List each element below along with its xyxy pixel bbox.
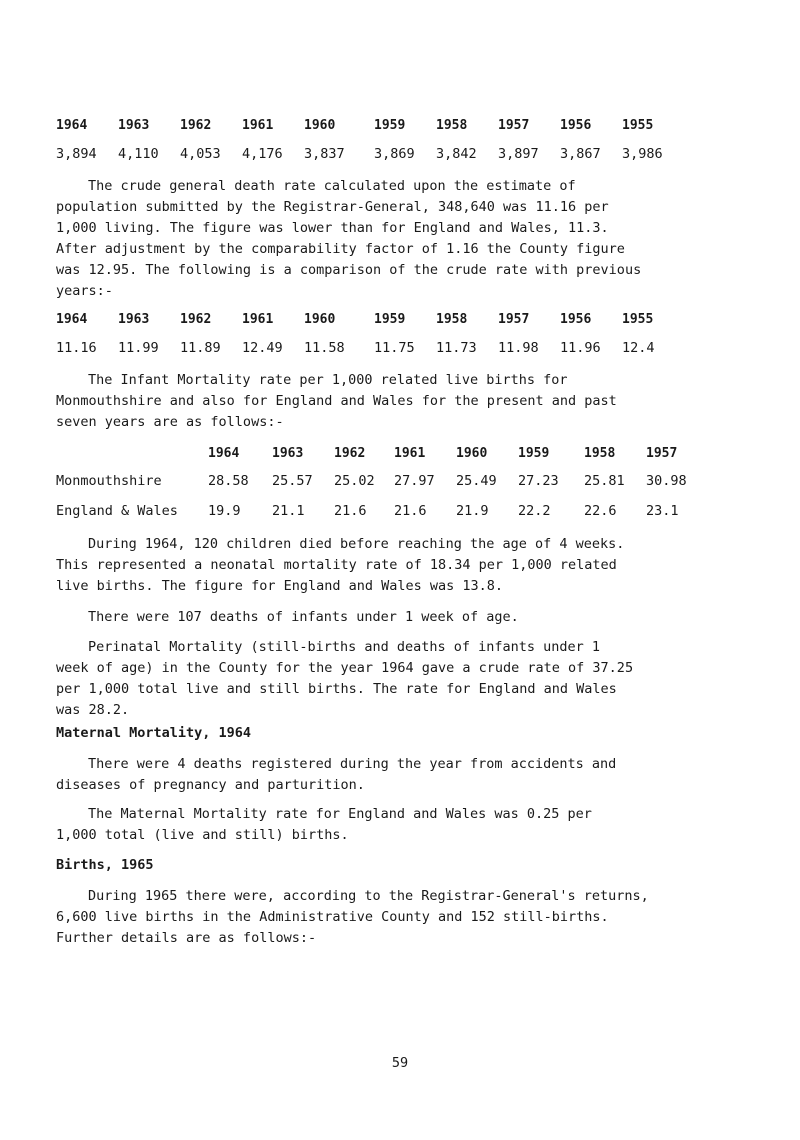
infant-rate-cell: 28.58 — [208, 473, 249, 489]
year-header-cell: 1955 — [622, 118, 654, 133]
perinatal-paragraph — [56, 637, 756, 721]
infant-rate-cell: 21.1 — [272, 503, 305, 519]
infant-rate-cell: 25.02 — [334, 473, 375, 489]
text-line: per 1,000 total live and still births. The rate for England and Wales — [56, 681, 617, 697]
maternal-mortality-heading: Maternal Mortality, 1964 — [56, 725, 252, 741]
crude-rate-value-cell: 11.73 — [436, 340, 477, 356]
year-header-cell: 1961 — [242, 312, 274, 327]
infant-rate-cell: 19.9 — [208, 503, 241, 519]
text-line: 1,000 living. The figure was lower than for England and Wales, 11.3. — [56, 220, 609, 236]
text-line: week of age) in the County for the year 1964 gave a crude rate of 37.25 — [56, 660, 634, 676]
text-line: This represented a neonatal mortality rate of 18.34 per 1,000 related — [56, 557, 617, 573]
births-heading: Births, 1965 — [56, 857, 154, 873]
year-header-cell: 1959 — [374, 118, 406, 133]
crude-rate-value-cell: 11.89 — [180, 340, 221, 356]
infant-rate-cell: 30.98 — [646, 473, 687, 489]
year-header-cell: 1955 — [622, 312, 654, 327]
year-header-cell: 1964 — [208, 446, 240, 461]
year-header-cell: 1960 — [304, 118, 336, 133]
text-line: The Infant Mortality rate per 1,000 related live births for — [88, 372, 568, 388]
population-value-cell: 4,110 — [118, 146, 159, 162]
year-header-cell: 1959 — [374, 312, 406, 327]
infant-rate-cell: 27.23 — [518, 473, 559, 489]
population-value-cell: 3,897 — [498, 146, 539, 162]
text-line: The crude general death rate calculated upon the estimate of — [88, 178, 576, 194]
infant-rate-cell: 21.6 — [334, 503, 367, 519]
text-line: During 1965 there were, according to the Registrar-General's returns, — [88, 888, 649, 904]
year-header-cell: 1959 — [518, 446, 550, 461]
year-header-cell: 1963 — [272, 446, 304, 461]
text-line: The Maternal Mortality rate for England and Wales was 0.25 per — [88, 806, 592, 822]
infant-rate-cell: 22.2 — [518, 503, 551, 519]
text-line: There were 107 deaths of infants under 1 week of age. — [88, 609, 519, 625]
year-header-cell: 1956 — [560, 312, 592, 327]
crude-rate-value-cell: 11.96 — [560, 340, 601, 356]
text-line: There were 4 deaths registered during the year from accidents and — [88, 756, 617, 772]
maternal-rate-paragraph — [56, 804, 756, 846]
crude-rate-value-cell: 11.75 — [374, 340, 415, 356]
year-header-cell: 1962 — [180, 312, 212, 327]
year-header-cell: 1964 — [56, 118, 88, 133]
year-header-cell: 1956 — [560, 118, 592, 133]
year-header-cell: 1960 — [304, 312, 336, 327]
population-value-cell: 3,869 — [374, 146, 415, 162]
text-line: live births. The figure for England and Wales was 13.8. — [56, 578, 504, 594]
infant-rate-cell: 21.6 — [394, 503, 427, 519]
crude-rate-value-cell: 11.98 — [498, 340, 539, 356]
year-header-cell: 1957 — [646, 446, 678, 461]
infant-rate-cell: 21.9 — [456, 503, 489, 519]
crude-rate-value-cell: 11.99 — [118, 340, 159, 356]
year-header-cell: 1962 — [334, 446, 366, 461]
year-header-cell: 1962 — [180, 118, 212, 133]
text-line: 1,000 total (live and still) births. — [56, 827, 349, 843]
text-line: During 1964, 120 children died before reaching the age of 4 weeks. — [88, 536, 625, 552]
year-header-cell: 1961 — [242, 118, 274, 133]
population-value-cell: 3,842 — [436, 146, 477, 162]
year-header-cell: 1957 — [498, 118, 530, 133]
text-line: population submitted by the Registrar-General, 348,640 was 11.16 per — [56, 199, 609, 215]
page-number: 59 — [391, 1055, 409, 1071]
population-value-cell: 3,837 — [304, 146, 345, 162]
text-line: diseases of pregnancy and parturition. — [56, 777, 365, 793]
text-line: Further details are as follows:- — [56, 930, 317, 946]
crude-rate-value-cell: 12.4 — [622, 340, 655, 356]
row-label: Monmouthshire — [56, 473, 162, 489]
text-line: years:- — [56, 283, 113, 299]
text-line: Perinatal Mortality (still-births and deaths of infants under 1 — [88, 639, 601, 655]
year-header-cell: 1960 — [456, 446, 488, 461]
population-value-cell: 3,986 — [622, 146, 663, 162]
neonatal-paragraph — [56, 534, 756, 597]
infant-rate-cell: 22.6 — [584, 503, 617, 519]
year-header-cell: 1957 — [498, 312, 530, 327]
infant-rate-cell: 23.1 — [646, 503, 679, 519]
year-header-cell: 1964 — [56, 312, 88, 327]
population-value-cell: 4,176 — [242, 146, 283, 162]
year-header-cell: 1958 — [584, 446, 616, 461]
year-header-cell: 1963 — [118, 118, 150, 133]
population-value-cell: 3,894 — [56, 146, 97, 162]
infant-deaths-week-paragraph — [56, 607, 756, 628]
text-line: seven years are as follows:- — [56, 414, 284, 430]
population-value-cell: 4,053 — [180, 146, 221, 162]
infant-rate-cell: 25.57 — [272, 473, 313, 489]
text-line: 6,600 live births in the Administrative County and 152 still-births. — [56, 909, 609, 925]
infant-mortality-paragraph — [56, 370, 756, 433]
maternal-paragraph — [56, 754, 756, 796]
population-value-cell: 3,867 — [560, 146, 601, 162]
crude-rate-value-cell: 11.58 — [304, 340, 345, 356]
infant-rate-cell: 25.49 — [456, 473, 497, 489]
text-line: was 12.95. The following is a comparison of the crude rate with previous — [56, 262, 642, 278]
crude-rate-value-cell: 11.16 — [56, 340, 97, 356]
text-line: was 28.2. — [56, 702, 130, 718]
year-header-cell: 1963 — [118, 312, 150, 327]
year-header-cell: 1958 — [436, 118, 468, 133]
infant-rate-cell: 27.97 — [394, 473, 435, 489]
year-header-cell: 1958 — [436, 312, 468, 327]
infant-rate-cell: 25.81 — [584, 473, 625, 489]
row-label: England & Wales — [56, 503, 178, 519]
year-header-cell: 1961 — [394, 446, 426, 461]
text-line: Monmouthshire and also for England and Wales for the present and past — [56, 393, 617, 409]
crude-rate-value-cell: 12.49 — [242, 340, 283, 356]
crude-death-paragraph — [56, 176, 756, 302]
text-line: After adjustment by the comparability factor of 1.16 the County figure — [56, 241, 625, 257]
births-paragraph — [56, 886, 756, 949]
